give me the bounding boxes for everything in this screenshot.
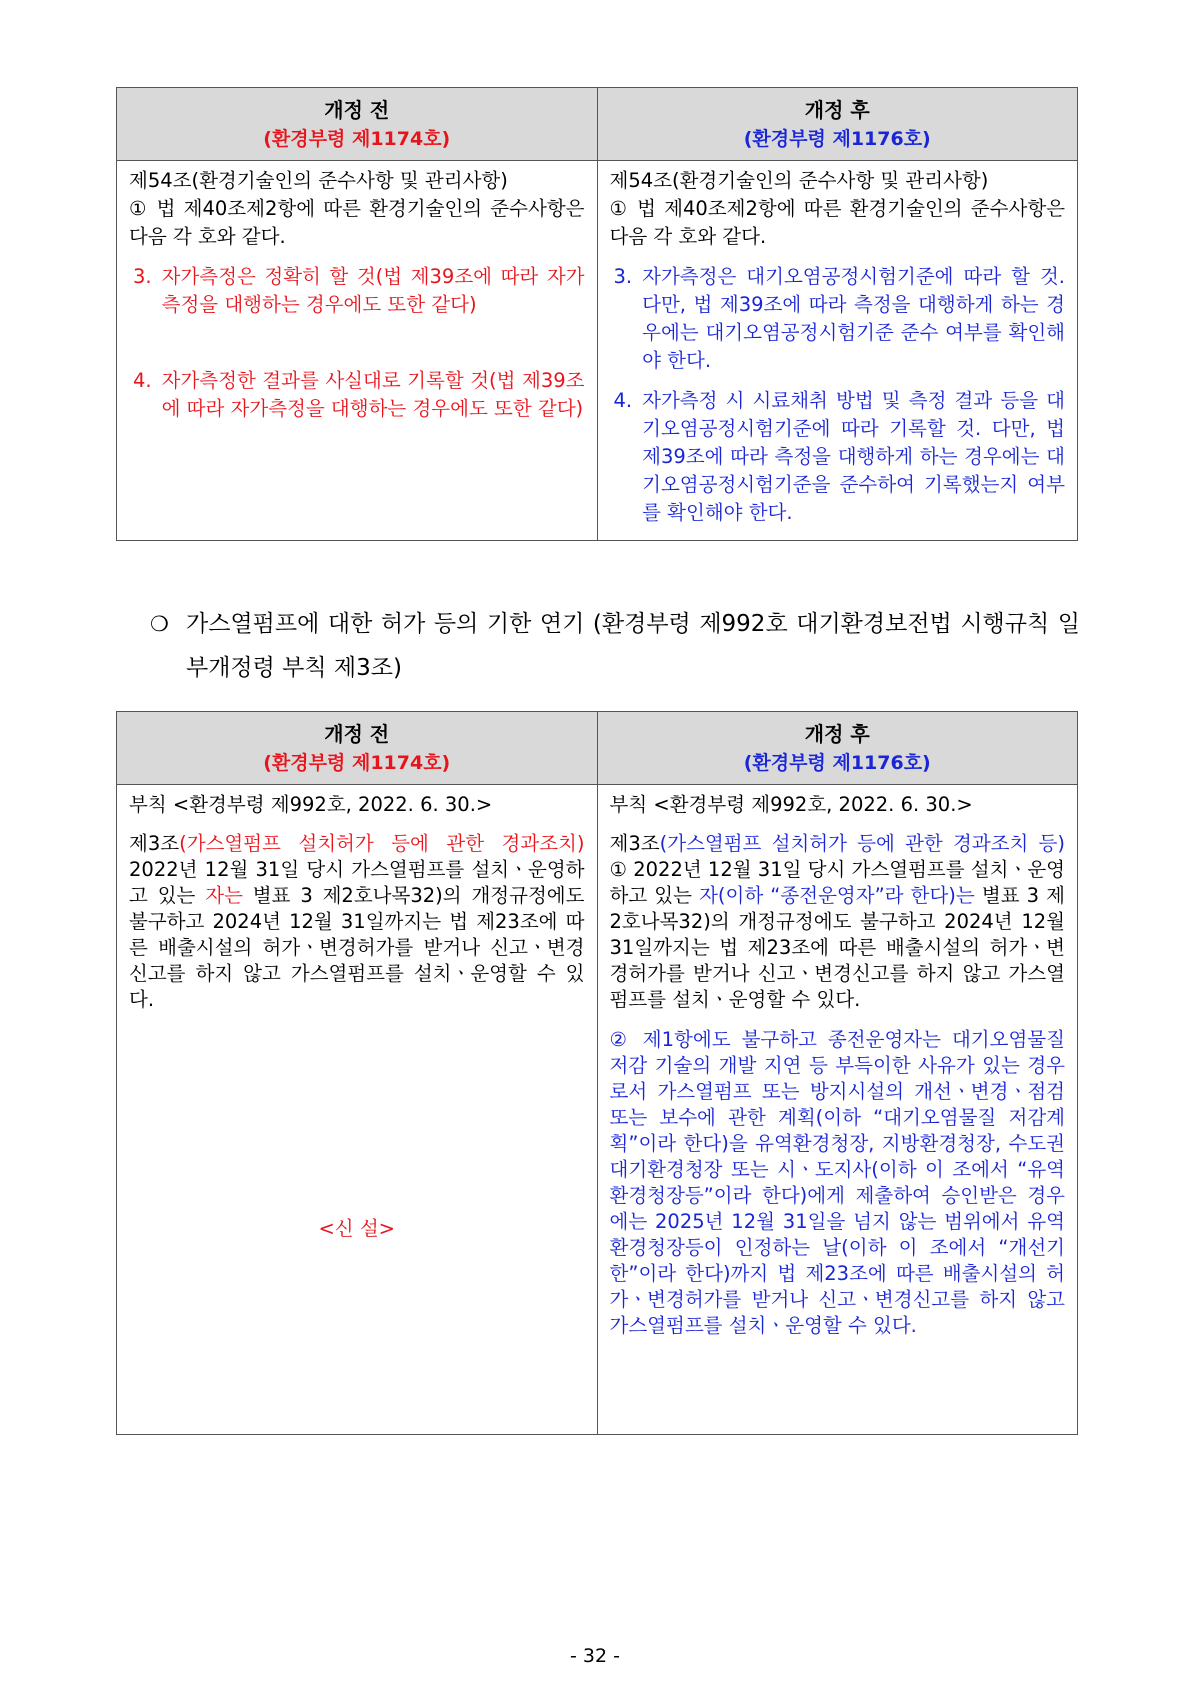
article-title: (가스열펌프 설치허가 등에 관한 경과조치) (179, 832, 585, 855)
article-title: 제54조(환경기술인의 준수사항 및 관리사항) (129, 169, 508, 192)
after-header (597, 88, 1078, 161)
list-item-4 (610, 387, 1066, 527)
article-3-paragraph-2: ② 제1항에도 불구하고 종전운영자는 대기오염물질 저감 기술의 개발 지연 등 부득이한 사유가 있는 경우로서 가스열펌프 또는 방지시설의 개선ㆍ변경ㆍ점검 또는 보수에 관한 계획(이하 “대기오염물질 저감계획”이라 한다)을 유역환경청장, 지방환경청장, 수도권대기환경청장 또는 시ㆍ도지사(이하 이 조에서 “유역환경청장등”이라 한다)에게 제출하여 승인받은 경우에는 2025년 12월 31일을 넘지 않는 범위에서 유역환경청장등이 인정하는 날(이하 이 조에서 “개선기한”이라 한다)까지 법 제23조에 따른 배출시설의 허가ㆍ변경허가를 받거나 신고ㆍ변경신고를 하지 않고 가스열펌프를 설치ㆍ운영할 수 있다. (609, 1028, 1065, 1337)
article-prefix: 제3조 (129, 832, 180, 855)
item-text: 자가측정은 대기오염공정시험기준에 따라 할 것. 다만, 법 제39조에 따라 측정을 대행하게 하는 경우에는 대기오염공정시험기준 준수 여부를 확인해야 한다. (642, 265, 1065, 372)
paragraph-1-cont: 다음 각 호와 같다. (129, 225, 286, 248)
before-header (117, 88, 598, 161)
addenda-intro: 부칙 <환경부령 제992호, 2022. 6. 30.> (129, 793, 493, 816)
after-header-sub: (환경부령 제1176호) (743, 752, 931, 774)
article-3 (129, 831, 585, 1013)
section-heading-text: 가스열펌프에 대한 허가 등의 기한 연기 (환경부령 제992호 대기환경보전법 시행규칙 일부개정령 부칙 제3조) (186, 611, 1080, 681)
before-header-title: 개정 전 (324, 98, 390, 122)
paragraph-1: ① 법 제40조제2항에 따른 환경기술인의 준수사항은 (129, 197, 585, 220)
article-title: (가스열펌프 설치허가 등에 관한 경과조치 등) (659, 832, 1065, 855)
article-prefix: 제3조 (609, 832, 660, 855)
before-cell (117, 161, 598, 541)
item-text: 자가측정 시 시료채취 방법 및 측정 결과 등을 대기오염공정시험기준에 따라 기록할 것. 다만, 법 제39조에 따라 측정을 대행하게 하는 경우에는 대기오염공정시험기준을 준수하여 기록했는지 여부를 확인해야 한다. (642, 389, 1065, 524)
table-header-row (117, 88, 1078, 161)
comparison-table-article-54 (116, 87, 1078, 541)
after-header-title: 개정 후 (804, 98, 870, 122)
article-body: 2022년 12월 31일 당시 가스열펌프를 설치ㆍ운영하고 있는 (129, 858, 585, 907)
table-body-row (117, 785, 1078, 1435)
bullet-marker-icon: ❍ (150, 612, 169, 636)
page-number: - 32 - (570, 1645, 620, 1667)
list-item-3 (610, 263, 1066, 375)
before-header-title: 개정 전 (324, 722, 390, 746)
item-number: 4. (133, 369, 152, 392)
before-header (117, 712, 598, 785)
after-cell (597, 785, 1078, 1435)
after-header-sub: (환경부령 제1176호) (743, 128, 931, 150)
paragraph-1-text: ① 2022년 12월 31일 당시 가스열펌프를 설치ㆍ운영하고 있는 (609, 858, 1065, 907)
after-cell (597, 161, 1078, 541)
list-item-3 (129, 263, 585, 319)
comparison-table-addenda-3 (116, 711, 1078, 1435)
table-body-row (117, 161, 1078, 541)
addenda-intro: 부칙 <환경부령 제992호, 2022. 6. 30.> (609, 793, 973, 816)
paragraph-1-cont: 별표 3 제2호나목32)의 개정규정에도 불구하고 2024년 12월 31일까지는 법 제23조에 따른 배출시설의 허가ㆍ변경허가를 받거나 신고ㆍ변경신고를 하지 않고 가스열펌프를 설치ㆍ운영할 수 있다. (609, 884, 1065, 1011)
item-text: 자가측정은 정확히 할 것(법 제39조에 따라 자가측정을 대행하는 경우에도 또한 같다) (161, 265, 585, 316)
table-header-row (117, 712, 1078, 785)
paragraph-1: ① 법 제40조제2항에 따른 환경기술인의 준수사항은 (609, 197, 1065, 220)
before-header-sub: (환경부령 제1174호) (263, 128, 451, 150)
article-3-paragraph-1 (610, 831, 1066, 1013)
after-header (597, 712, 1078, 785)
section-heading (150, 602, 1080, 690)
article-title: 제54조(환경기술인의 준수사항 및 관리사항) (609, 169, 989, 192)
paragraph-1-changed: 자(이하 “종전운영자”라 한다)는 (699, 884, 975, 907)
list-item-4 (129, 367, 585, 423)
item-number: 4. (613, 389, 633, 412)
article-body-changed: 자는 (205, 884, 243, 907)
item-text: 자가측정한 결과를 사실대로 기록할 것(법 제39조에 따라 자가측정을 대행하는 경우에도 또한 같다) (161, 369, 585, 420)
article-body-cont: 별표 3 제2호나목32)의 개정규정에도 불구하고 2024년 12월 31일까지는 법 제23조에 따른 배출시설의 허가ㆍ변경허가를 받거나 신고ㆍ변경신고를 하지 않고 가스열펌프를 설치ㆍ운영할 수 있다. (129, 884, 585, 1011)
after-header-title: 개정 후 (804, 722, 870, 746)
before-cell (117, 785, 598, 1435)
paragraph-1-cont: 다음 각 호와 같다. (609, 225, 767, 248)
item-number: 3. (613, 265, 633, 288)
item-number: 3. (133, 265, 152, 288)
new-provision-mark: <신 설> (318, 1217, 396, 1240)
before-header-sub: (환경부령 제1174호) (263, 752, 451, 774)
